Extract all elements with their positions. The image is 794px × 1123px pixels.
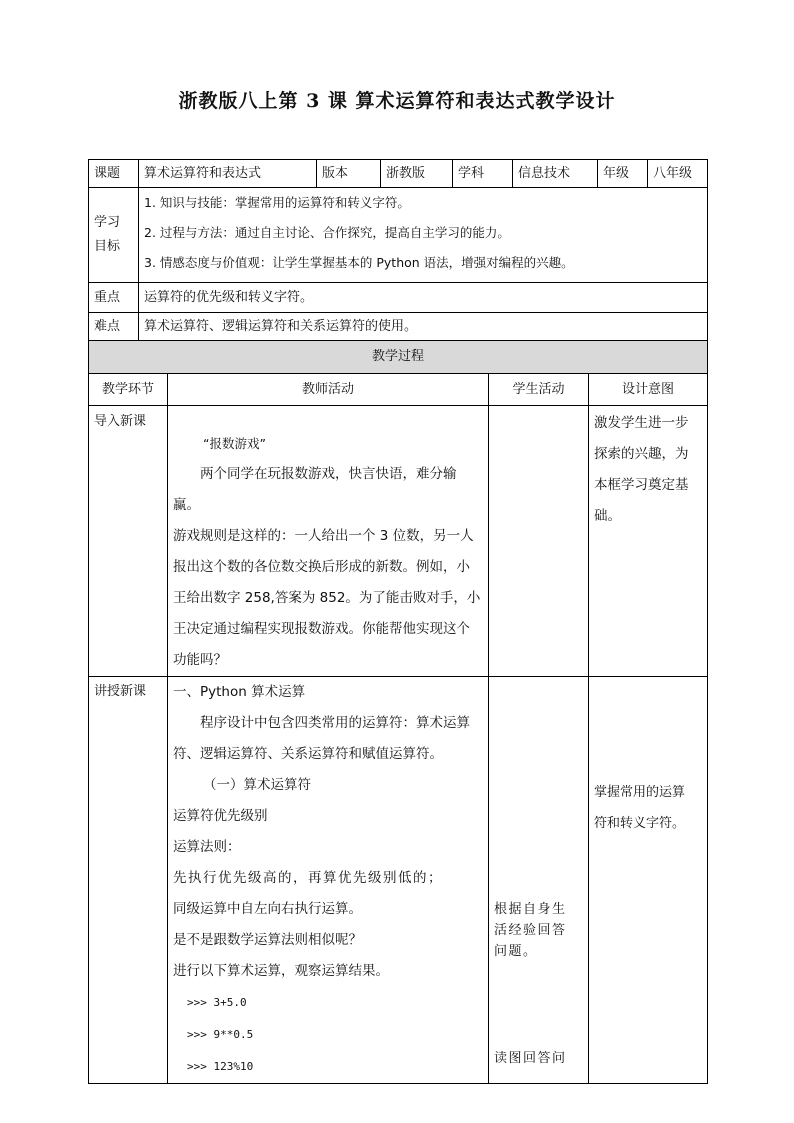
intent-teach bbox=[589, 677, 708, 1084]
student-teach bbox=[489, 677, 589, 1084]
col-student: 学生活动 bbox=[489, 374, 589, 406]
code-sample: >>> 123%10 bbox=[187, 1060, 254, 1073]
grade-label: 年级 bbox=[598, 160, 648, 188]
subsection-title: （一）算术运算符 bbox=[203, 777, 311, 793]
key-points: 运算符的优先级和转义字符。 bbox=[139, 283, 708, 313]
col-teacher: 教师活动 bbox=[168, 374, 489, 406]
goal-item: 3. 情感态度与价值观：让学生掌握基本的 Python 语法，增强对编程的兴趣。 bbox=[144, 255, 574, 270]
page-title: 浙教版八上第 3 课 算术运算符和表达式教学设计 bbox=[178, 90, 616, 112]
intent-line: 础。 bbox=[594, 508, 621, 524]
col-stage: 教学环节 bbox=[89, 374, 168, 406]
text-line: 报出这个数的各位数交换后形成的新数。例如，小 bbox=[173, 559, 470, 575]
course-info-table bbox=[88, 159, 708, 341]
edition-value: 浙教版 bbox=[381, 160, 453, 188]
topic-label: 课题 bbox=[89, 160, 139, 188]
subject-label: 学科 bbox=[453, 160, 513, 188]
intent-line: 探索的兴趣，为 bbox=[594, 446, 689, 462]
goal-item: 1. 知识与技能：掌握常用的运算符和转义字符。 bbox=[144, 195, 410, 210]
section-title: 一、Python 算术运算 bbox=[173, 684, 306, 700]
stage-intro: 导入新课 bbox=[89, 406, 168, 677]
code-sample: >>> 9**0.5 bbox=[187, 1028, 254, 1041]
intent-line: 激发学生进一步 bbox=[594, 415, 689, 431]
text-line: 运算法则： bbox=[173, 839, 241, 855]
text-line: 王给出数字 258,答案为 852。为了能击败对手，小 bbox=[173, 590, 481, 606]
text-line: 运算符优先级别 bbox=[173, 808, 268, 824]
teaching-process-table bbox=[88, 340, 708, 1084]
student-answer: 根据自身生 活经验回答 问题。 bbox=[494, 902, 567, 959]
goals-label: 学习 目标 bbox=[94, 215, 121, 254]
edition-label: 版本 bbox=[317, 160, 381, 188]
text-line: 先执行优先级高的，再算优先级别低的； bbox=[173, 870, 443, 886]
stage-teach: 讲授新课 bbox=[89, 677, 168, 1084]
text-line: 王决定通过编程实现报数游戏。你能帮他实现这个 bbox=[173, 621, 470, 637]
student-intro bbox=[489, 406, 589, 677]
teacher-teach bbox=[168, 677, 489, 1084]
difficulty-label: 难点 bbox=[89, 313, 139, 341]
code-sample: >>> 3+5.0 bbox=[187, 996, 247, 1009]
subject-value: 信息技术 bbox=[513, 160, 598, 188]
topic-value: 算术运算符和表达式 bbox=[139, 160, 317, 188]
text-line: 进行以下算术运算，观察运算结果。 bbox=[173, 963, 389, 979]
col-intent: 设计意图 bbox=[589, 374, 708, 406]
intent-line: 本框学习奠定基 bbox=[594, 477, 689, 493]
goal-item: 2. 过程与方法：通过自主讨论、合作探究，提高自主学习的能力。 bbox=[144, 225, 510, 240]
intent-intro bbox=[589, 406, 708, 677]
process-header: 教学过程 bbox=[89, 341, 708, 374]
difficulty-points: 算术运算符、逻辑运算符和关系运算符的使用。 bbox=[139, 313, 708, 341]
teacher-intro bbox=[168, 406, 489, 677]
intent-text: 掌握常用的运算 符和转义字符。 bbox=[594, 785, 686, 831]
learning-goals bbox=[139, 188, 708, 283]
student-answer-2: 读图回答问 bbox=[494, 1051, 567, 1066]
text-line: 功能吗？ bbox=[173, 652, 227, 668]
grade-value: 八年级 bbox=[648, 160, 708, 188]
game-title: “报数游戏” bbox=[203, 436, 266, 451]
text-line: 两个同学在玩报数游戏，快言快语，难分输赢。 bbox=[173, 466, 457, 513]
key-label: 重点 bbox=[89, 283, 139, 313]
text-line: 游戏规则是这样的：一人给出一个 3 位数，另一人 bbox=[173, 528, 474, 544]
text-line: 是不是跟数学运算法则相似呢？ bbox=[173, 932, 362, 948]
text-line: 程序设计中包含四类常用的运算符：算术运算 bbox=[200, 715, 470, 731]
text-line: 符、逻辑运算符、关系运算符和赋值运算符。 bbox=[173, 746, 443, 762]
text-line: 同级运算中自左向右执行运算。 bbox=[173, 901, 362, 917]
